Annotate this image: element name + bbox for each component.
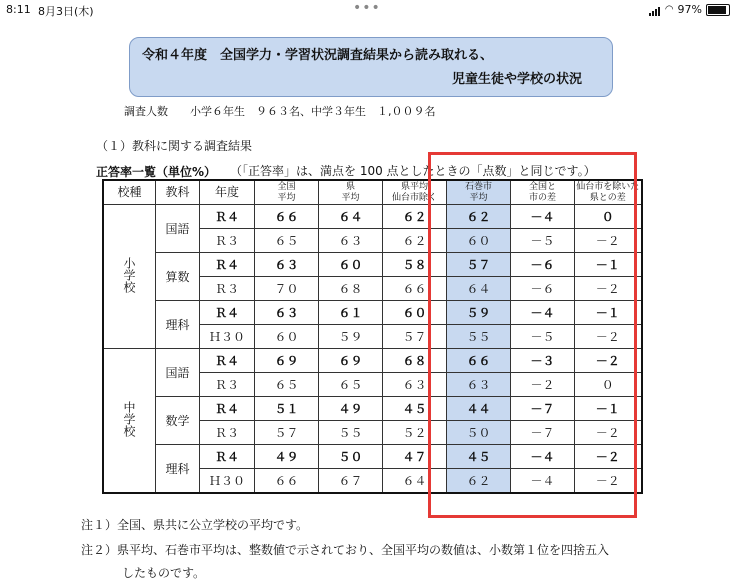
value-cell: ６３ <box>255 253 319 277</box>
header-cell: 全国 平均 <box>255 180 319 205</box>
value-cell: －２ <box>575 277 642 301</box>
subject-cell: 算数 <box>156 253 200 301</box>
value-cell: －５ <box>511 229 575 253</box>
value-cell: ６８ <box>383 349 447 373</box>
value-cell: ５０ <box>447 421 511 445</box>
value-cell: ６０ <box>319 253 383 277</box>
table-title: 正答率一覧（単位%） <box>96 165 217 179</box>
value-cell: －７ <box>511 421 575 445</box>
header-cell: 県平均 仙台市除く <box>383 180 447 205</box>
value-cell: ６９ <box>255 349 319 373</box>
value-cell: ６５ <box>319 373 383 397</box>
value-cell: ５５ <box>447 325 511 349</box>
value-cell: ６３ <box>255 301 319 325</box>
value-cell: ４９ <box>319 397 383 421</box>
value-cell: ６２ <box>447 205 511 229</box>
value-cell: －２ <box>575 229 642 253</box>
status-date: 8月3日(木) <box>38 5 94 18</box>
value-cell: ５１ <box>255 397 319 421</box>
value-cell: ６９ <box>319 349 383 373</box>
survey-count: 調査人数 小学６年生 ９６３名、中学３年生 １,００９名 <box>124 105 436 118</box>
school-level-label: 中学校 <box>122 401 136 437</box>
value-cell: ６６ <box>255 205 319 229</box>
value-cell: ６６ <box>383 277 447 301</box>
header-cell: 石巻市 平均 <box>447 180 511 205</box>
value-cell: －７ <box>511 397 575 421</box>
value-cell: －６ <box>511 253 575 277</box>
header-cell: 仙台市を除いた 県との差 <box>575 180 642 205</box>
note-2-continued: したものです。 <box>122 566 206 580</box>
value-cell: ６７ <box>319 469 383 494</box>
cellular-signal-icon <box>649 3 661 16</box>
value-cell: ６２ <box>383 205 447 229</box>
subject-cell: 理科 <box>156 301 200 349</box>
year-cell: Ｒ３ <box>200 277 255 301</box>
year-cell: Ｒ４ <box>200 253 255 277</box>
value-cell: ０ <box>575 373 642 397</box>
value-cell: －５ <box>511 325 575 349</box>
header-cell: 教科 <box>156 180 200 205</box>
year-cell: Ｒ４ <box>200 205 255 229</box>
section-heading: （１）教科に関する調査結果 <box>96 139 253 153</box>
table-note: （「正答率」は、満点を 100 点としたときの「点数」と同じです。） <box>230 164 596 178</box>
value-cell: ４４ <box>447 397 511 421</box>
subject-cell: 数学 <box>156 397 200 445</box>
value-cell: ６８ <box>319 277 383 301</box>
battery-icon <box>706 4 730 16</box>
value-cell: －４ <box>511 469 575 494</box>
year-cell: Ｒ４ <box>200 445 255 469</box>
value-cell: －３ <box>511 349 575 373</box>
value-cell: －１ <box>575 397 642 421</box>
year-cell: Ｒ３ <box>200 229 255 253</box>
value-cell: －２ <box>575 349 642 373</box>
value-cell: ５９ <box>447 301 511 325</box>
header-cell: 県 平均 <box>319 180 383 205</box>
year-cell: Ｈ３０ <box>200 469 255 494</box>
value-cell: ６０ <box>255 325 319 349</box>
value-cell: ６０ <box>383 301 447 325</box>
title-line-1: 令和４年度 全国学力・学習状況調査結果から読み取れる、 <box>142 48 494 63</box>
value-cell: ６３ <box>319 229 383 253</box>
value-cell: ６４ <box>383 469 447 494</box>
note-2: 注２）県平均、石巻市平均は、整数値で示されており、全国平均の数値は、小数第１位を四捨五入 <box>81 543 610 557</box>
value-cell: ５５ <box>319 421 383 445</box>
value-cell: ６２ <box>383 229 447 253</box>
wifi-icon: ◠ <box>664 4 674 15</box>
title-line-2: 児童生徒や学校の状況 <box>451 72 582 87</box>
value-cell: －６ <box>511 277 575 301</box>
subject-cell: 理科 <box>156 445 200 494</box>
value-cell: ５７ <box>383 325 447 349</box>
value-cell: ６４ <box>319 205 383 229</box>
value-cell: ６３ <box>383 373 447 397</box>
value-cell: －４ <box>511 301 575 325</box>
value-cell: －２ <box>575 445 642 469</box>
subject-cell: 国語 <box>156 205 200 253</box>
multitask-dots-icon[interactable]: ••• <box>353 0 381 16</box>
year-cell: Ｒ４ <box>200 349 255 373</box>
header-cell: 校種 <box>103 180 156 205</box>
value-cell: －２ <box>511 373 575 397</box>
value-cell: －４ <box>511 205 575 229</box>
school-level-label: 小学校 <box>122 257 136 293</box>
value-cell: －２ <box>575 325 642 349</box>
year-cell: Ｒ３ <box>200 421 255 445</box>
value-cell: －１ <box>575 253 642 277</box>
value-cell: ６５ <box>255 373 319 397</box>
value-cell: ６６ <box>255 469 319 494</box>
value-cell: －４ <box>511 445 575 469</box>
value-cell: ６１ <box>319 301 383 325</box>
value-cell: －２ <box>575 469 642 494</box>
value-cell: ４９ <box>255 445 319 469</box>
value-cell: ５７ <box>447 253 511 277</box>
value-cell: ６０ <box>447 229 511 253</box>
value-cell: ４５ <box>447 445 511 469</box>
year-cell: Ｒ４ <box>200 397 255 421</box>
value-cell: ６４ <box>447 277 511 301</box>
value-cell: ６６ <box>447 349 511 373</box>
year-cell: Ｒ３ <box>200 373 255 397</box>
value-cell: ５９ <box>319 325 383 349</box>
value-cell: ５７ <box>255 421 319 445</box>
value-cell: －２ <box>575 421 642 445</box>
title-box <box>129 37 613 97</box>
value-cell: －１ <box>575 301 642 325</box>
value-cell: ４５ <box>383 397 447 421</box>
year-cell: Ｈ３０ <box>200 325 255 349</box>
value-cell: ０ <box>575 205 642 229</box>
year-cell: Ｒ４ <box>200 301 255 325</box>
header-cell: 全国と 市の差 <box>511 180 575 205</box>
header-cell: 年度 <box>200 180 255 205</box>
value-cell: ４７ <box>383 445 447 469</box>
value-cell: ６５ <box>255 229 319 253</box>
note-1: 注１）全国、県共に公立学校の平均です。 <box>81 518 309 532</box>
value-cell: ５２ <box>383 421 447 445</box>
value-cell: ５０ <box>319 445 383 469</box>
school-level-cell <box>103 349 156 494</box>
value-cell: ６３ <box>447 373 511 397</box>
school-level-cell <box>103 205 156 349</box>
value-cell: ６２ <box>447 469 511 494</box>
battery-percent: 97% <box>677 3 702 16</box>
subject-cell: 国語 <box>156 349 200 397</box>
value-cell: ５８ <box>383 253 447 277</box>
status-bar <box>0 0 736 20</box>
status-time: 8:11 <box>6 3 31 16</box>
value-cell: ７０ <box>255 277 319 301</box>
highlight-frame <box>428 152 637 518</box>
